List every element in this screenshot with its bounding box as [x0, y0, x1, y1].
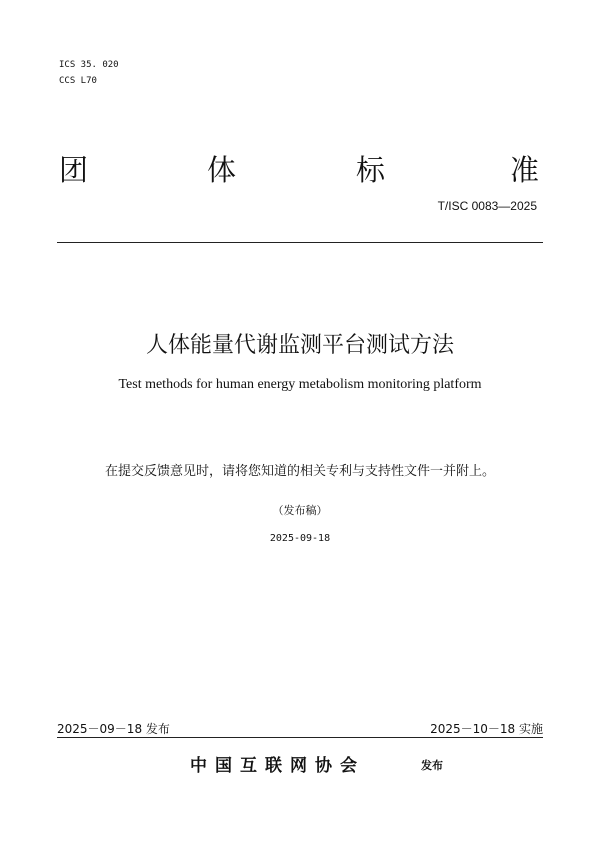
title-english: Test methods for human energy metabolism monitoring platform	[118, 377, 482, 392]
draft-label: （发布稿）	[272, 504, 328, 517]
ccs-code: CCS L70	[59, 76, 97, 86]
standard-number: T/ISC 0083—2025	[437, 199, 537, 213]
draft-date: 2025-09-18	[269, 533, 331, 544]
footer-divider	[57, 737, 543, 738]
publisher-organization: 中国互联网协会	[190, 756, 365, 776]
publish-label: 发布	[421, 759, 443, 772]
header-divider	[57, 242, 543, 243]
patent-notice: 在提交反馈意见时，请将您知道的相关专利与支持性文件一并附上。	[104, 464, 495, 479]
release-date: 2025－09－18 发布	[57, 722, 170, 736]
ics-code: ICS 35. 020	[59, 60, 119, 70]
title-chinese: 人体能量代谢监测平台测试方法	[145, 333, 454, 358]
heading-char-4: 准	[510, 153, 540, 187]
heading-char-2: 体	[207, 153, 237, 187]
heading-char-3: 标	[356, 153, 386, 187]
effective-date: 2025－10－18 实施	[430, 722, 543, 736]
heading-char-1: 团	[59, 153, 89, 187]
